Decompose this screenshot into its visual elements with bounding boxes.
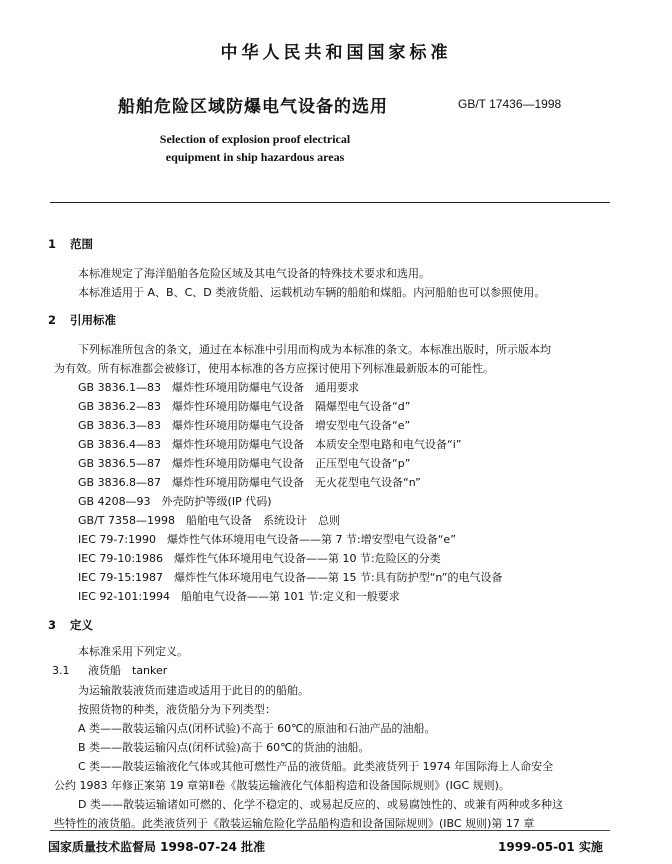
reference-item: GB 3836.8—87 爆炸性环境用防爆电气设备 无火花型电气设备“n”: [78, 476, 421, 489]
section-1-heading: [48, 236, 93, 252]
reference-item: IEC 79-10:1986 爆炸性气体环境用电气设备——第 10 节:危险区的分类: [78, 552, 441, 565]
section-number: 1: [48, 237, 57, 251]
section-title: 范围: [70, 237, 93, 251]
section-title: 定义: [70, 618, 93, 632]
standard-number: GB/T 17436—1998: [458, 97, 562, 111]
standard-organization: 中华人民共和国国家标准: [220, 43, 452, 63]
implementation-date: 1999-05-01 实施: [498, 840, 603, 854]
header-divider: [50, 202, 610, 203]
reference-item: GB 3836.2—83 爆炸性环境用防爆电气设备 隔爆型电气设备“d”: [78, 400, 411, 413]
definition-line: D 类——散装运输诸如可燃的、化学不稳定的、或易起反应的、或易腐蚀性的、或兼有两种或多种这: [78, 798, 563, 811]
approval-info: 国家质量技术监督局 1998-07-24 批准: [48, 840, 266, 854]
section-3-intro: 本标准采用下列定义。: [78, 645, 188, 658]
footer-divider: [50, 830, 610, 831]
reference-item: IEC 92-101:1994 船舶电气设备——第 101 节:定义和一般要求: [78, 590, 400, 603]
reference-item: IEC 79-15:1987 爆炸性气体环境用电气设备——第 15 节:具有防护型“n”的电气设备: [78, 571, 503, 584]
definition-line: C 类——散装运输液化气体或其他可燃性产品的液货船。此类液货列于 1974 年国际海上人命安全: [78, 760, 554, 773]
definition-line: 按照货物的种类，液货船分为下列类型：: [78, 703, 276, 716]
section-2-paragraph-line-2: 为有效。所有标准都会被修订，使用本标准的各方应探讨使用下列标准最新版本的可能性。: [54, 362, 494, 375]
section-title: 引用标准: [70, 313, 116, 327]
reference-item: GB 3836.4—83 爆炸性环境用防爆电气设备 本质安全型电路和电气设备“i”: [78, 438, 462, 451]
section-number: 2: [48, 313, 57, 327]
reference-item: GB/T 7358—1998 船舶电气设备 系统设计 总则: [78, 514, 340, 527]
section-1-paragraph-2: 本标准适用于 A、B、C、D 类液货船、运载机动车辆的船舶和煤船。内河船舶也可以参照使用。: [78, 286, 546, 299]
definition-line: 些特性的液货船。此类液货列于《散装运输危险化学品船构造和设备国际规则》(IBC 规则)第 17 章: [54, 817, 535, 830]
reference-item: GB 3836.5—87 爆炸性环境用防爆电气设备 正压型电气设备“p”: [78, 457, 411, 470]
reference-item: GB 4208—93 外壳防护等级(IP 代码): [78, 495, 272, 508]
definition-line: B 类——散装运输闪点(闭杯试验)高于 60℃的货油的油船。: [78, 741, 370, 754]
definition-line: A 类——散装运输闪点(闭杯试验)不高于 60℃的原油和石油产品的油船。: [78, 722, 436, 735]
reference-item: GB 3836.3—83 爆炸性环境用防爆电气设备 增安型电气设备“e”: [78, 419, 411, 432]
reference-item: GB 3836.1—83 爆炸性环境用防爆电气设备 通用要求: [78, 381, 360, 394]
definition-line: 为运输散装液货而建造或适用于此目的的船舶。: [78, 684, 309, 697]
subsection-number: 3.1: [52, 664, 70, 677]
section-number: 3: [48, 618, 57, 632]
subsection-3-1-heading: [52, 662, 167, 678]
section-1-paragraph-1: 本标准规定了海洋船舶各危险区域及其电气设备的特殊技术要求和选用。: [78, 267, 430, 280]
reference-item: IEC 79-7:1990 爆炸性气体环境用电气设备——第 7 节:增安型电气设备“e”: [78, 533, 456, 546]
section-2-paragraph-line-1: 下列标准所包含的条文，通过在本标准中引用而构成为本标准的条文。本标准出版时，所示版本均: [78, 343, 551, 356]
definition-line: 公约 1983 年修正案第 19 章第Ⅱ卷《散装运输液化气体船构造和设备国际规则》(IGC 规则)。: [54, 779, 510, 792]
section-2-heading: [48, 312, 116, 328]
document-title-en-line1: Selection of explosion proof electrical: [159, 132, 351, 146]
document-title-en-line2: equipment in ship hazardous areas: [165, 150, 345, 164]
document-title-cn: 船舶危险区域防爆电气设备的选用: [118, 97, 388, 117]
section-3-heading: [48, 617, 93, 633]
subsection-title: 液货船 tanker: [88, 664, 168, 677]
